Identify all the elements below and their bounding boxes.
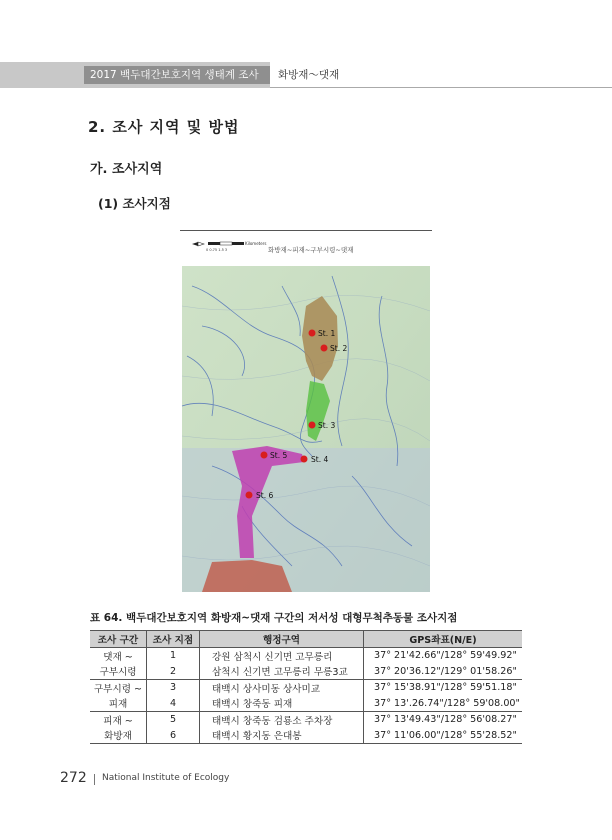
chapter-title: 화방재～댓재 (278, 69, 340, 81)
station-2-label: St. 2 (330, 344, 348, 353)
cell-address: 삼척시 신기면 고무릉리 무릉3교 (200, 664, 364, 680)
cell-site: 1 (147, 648, 200, 664)
footer-divider (94, 774, 95, 785)
cell-site: 6 (147, 728, 200, 744)
station-4-label: St. 4 (311, 455, 329, 464)
study-area-map (182, 266, 430, 592)
station-6-label: St. 6 (256, 491, 274, 500)
cell-section: 구부시령 (90, 664, 147, 680)
table-caption: 표 64. 백두대간보호지역 화방재~댓재 구간의 저서성 대형무척추동물 조사지점 (90, 612, 458, 624)
station-4-marker (301, 456, 308, 463)
table-row (90, 712, 522, 728)
report-title: 2017 백두대간보호지역 생태계 조사 (84, 66, 270, 84)
cell-address: 강원 삼척시 신기면 고무릉리 (200, 648, 364, 664)
cell-address: 태백시 상사미동 상사미교 (200, 680, 364, 696)
cell-gps: 37° 15'38.91"/128° 59'51.18" (364, 680, 523, 696)
cell-gps: 37° 20'36.12"/129° 01'58.26" (364, 664, 523, 680)
map-top-rule (180, 230, 432, 231)
institute-name: National Institute of Ecology (102, 773, 230, 783)
cell-gps: 37° 21'42.66"/128° 59'49.92" (364, 648, 523, 664)
scale-unit: Kilometers (245, 241, 267, 246)
map-title: 화방재~피재~구부시령~댓재 (268, 246, 354, 254)
running-header (0, 62, 612, 88)
cell-gps: 37° 13'.26.74"/128° 59'08.00" (364, 696, 523, 712)
cell-site: 2 (147, 664, 200, 680)
page-number: 272 (60, 770, 87, 786)
north-arrow-icon (192, 242, 204, 246)
col-header-gps: GPS좌표(N/E) (364, 631, 523, 648)
station-3-marker (309, 422, 316, 429)
station-2-marker (321, 345, 328, 352)
station-1-label: St. 1 (318, 329, 336, 338)
table-row (90, 680, 522, 696)
scale-ticks: 0 0.75 1.5 3 (206, 248, 228, 252)
section-heading: 2. 조사 지역 및 방법 (88, 118, 240, 136)
header-rule (270, 87, 612, 88)
station-1-marker (309, 330, 316, 337)
station-3-label: St. 3 (318, 421, 336, 430)
table-header-row (90, 631, 522, 648)
map-scale-bar (184, 236, 267, 256)
cell-gps: 37° 11'06.00"/128° 55'28.52" (364, 728, 523, 744)
subsection-heading: 가. 조사지역 (90, 162, 163, 177)
col-header-section: 조사 구간 (90, 631, 147, 648)
table-row (90, 728, 522, 744)
survey-site-table (90, 630, 522, 744)
cell-section: 피재 ~ (103, 715, 133, 727)
station-6-marker (246, 492, 253, 499)
station-5-label: St. 5 (270, 451, 288, 460)
cell-site: 4 (147, 696, 200, 712)
cell-section: 화방재 (90, 728, 147, 744)
cell-address: 태백시 황지동 은대봉 (200, 728, 364, 744)
table-row (90, 696, 522, 712)
cell-gps: 37° 13'49.43"/128° 56'08.27" (364, 712, 523, 728)
station-5-marker (261, 452, 268, 459)
subsubsection-heading: (1) 조사지점 (98, 196, 171, 211)
col-header-site: 조사 지점 (147, 631, 200, 648)
cell-address: 태백시 창죽동 피재 (200, 696, 364, 712)
col-header-address: 행정구역 (200, 631, 364, 648)
cell-section: 댓재 ~ (103, 651, 133, 663)
cell-site: 5 (147, 712, 200, 728)
table-row (90, 664, 522, 680)
cell-section: 구부시령 ~ (93, 683, 143, 695)
table-row (90, 648, 522, 664)
cell-section: 피재 (90, 696, 147, 712)
cell-address: 태백시 창죽동 검룡소 주차장 (200, 712, 364, 728)
cell-site: 3 (147, 680, 200, 696)
